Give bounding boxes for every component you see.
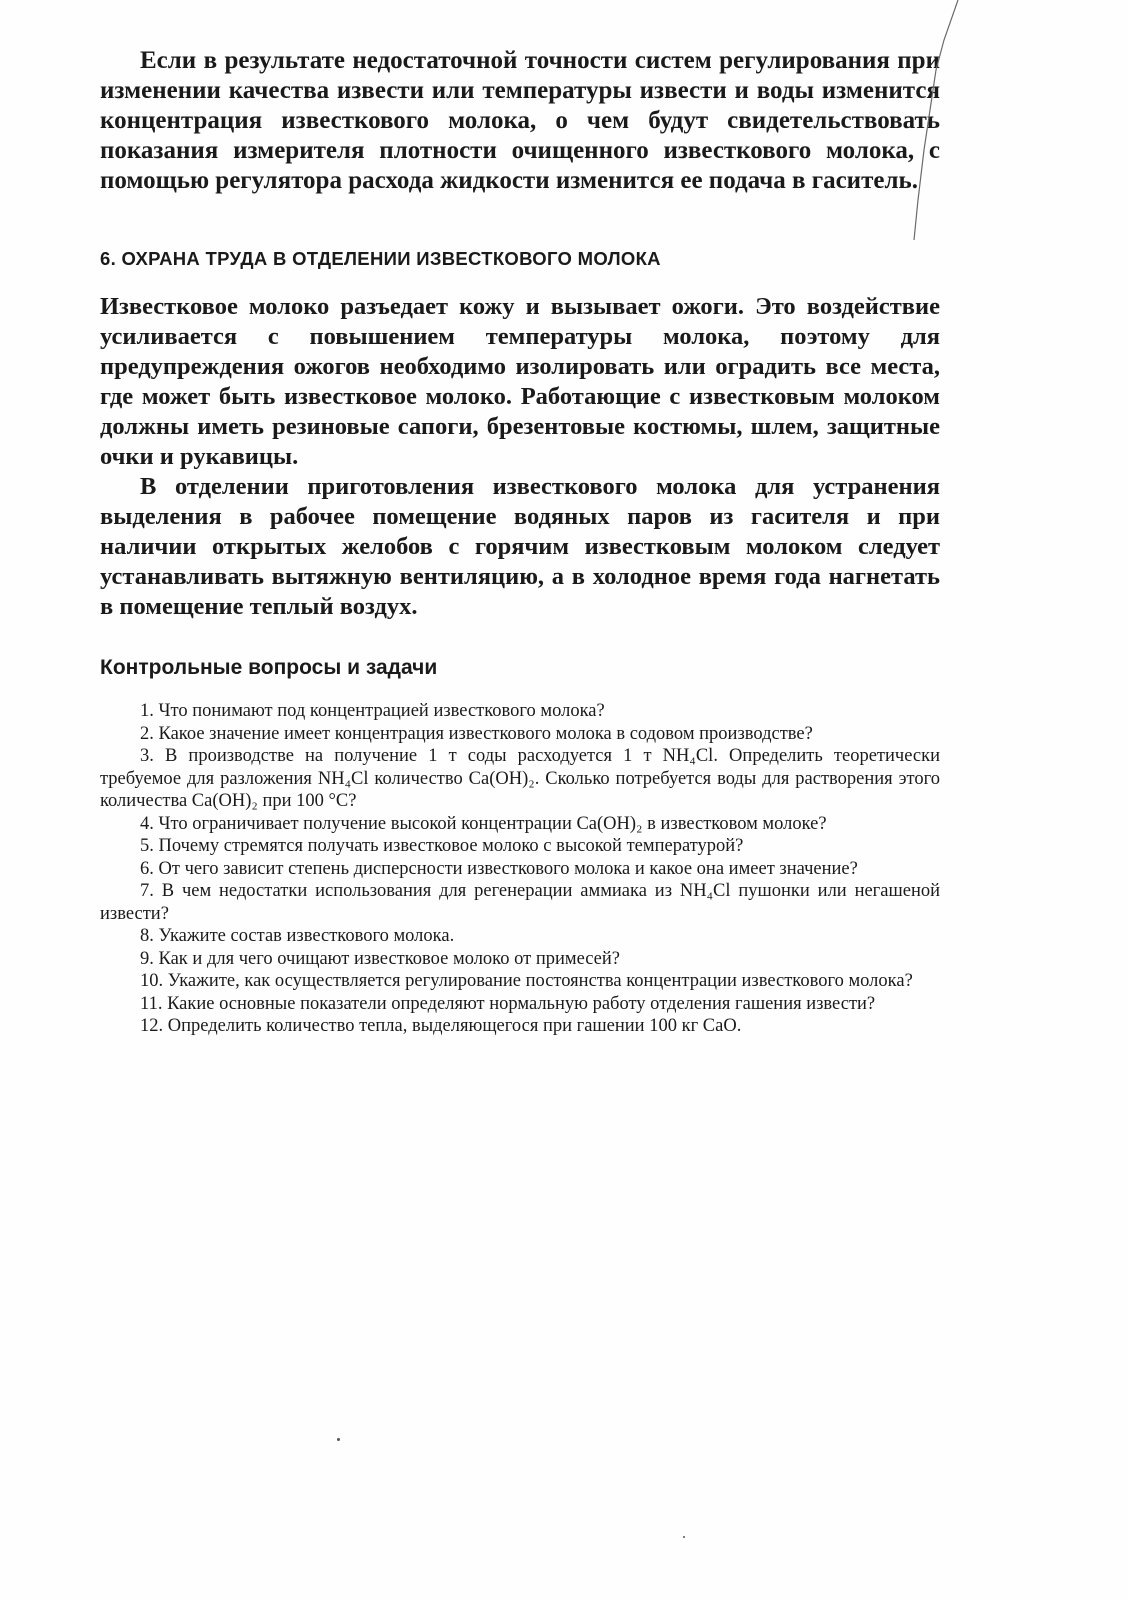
question-item: 11. Какие основные показатели определяют нормальную работу отделения гашения извести? (140, 993, 876, 1014)
questions-heading: Контрольные вопросы и задачи (100, 656, 438, 679)
question-item: 6. От чего зависит степень дисперсности известкового молока и какое она имеет значение? (140, 858, 858, 879)
question-item: 5. Почему стремятся получать известковое молоко с высокой температурой? (140, 836, 744, 856)
section-heading: 6. ОХРАНА ТРУДА В ОТДЕЛЕНИИ ИЗВЕСТКОВОГО МОЛОКА (100, 248, 661, 269)
intro-paragraph: Если в результате недостаточной точности систем регулирования при изменении качества извести или температуры извести и воды изменится концентрация известкового молока, о чем будут свидетельствовать показания измерителя плотности очищенного известкового молока, с помощью регулятора расхода жидкости изменится ее подача в гаситель. (100, 47, 940, 194)
scan-speck (337, 1438, 340, 1441)
question-item: 3. В производстве на получение 1 т соды расходуется 1 т NH₄Cl. Определить теоретически требуемое для разложения NH₄Cl количество Ca(OH)₂. Сколько потребуется воды для растворения этого количества Ca(OH)₂ при 100 °C? (100, 746, 940, 811)
question-item: 9. Как и для чего очищают известковое молоко от примесей? (140, 948, 621, 969)
questions-list (100, 700, 940, 1038)
page-content (100, 46, 940, 1038)
question-item: 7. В чем недостатки использования для регенерации аммиака из NH₄Cl пушонки или негашеной извести? (100, 881, 940, 924)
question-item: 12. Определить количество тепла, выделяющегося при гашении 100 кг CaO. (140, 1016, 742, 1036)
question-item: 8. Укажите состав известкового молока. (140, 926, 455, 946)
section-paragraph-2: В отделении приготовления известкового молока для устранения выделения в рабочее помещение водяных паров из гасителя и при наличии открытых желобов с горячим известковым молоком следует устанавливать вытяжную вентиляцию, а в холодное время года нагнетать в помещение теплый воздух. (100, 473, 940, 620)
question-item: 2. Какое значение имеет концентрация известкового молока в содовом производстве? (140, 723, 813, 744)
section-paragraph-1: Известковое молоко разъедает кожу и вызывает ожоги. Это воздействие усиливается с повышением температуры молока, поэтому для предупреждения ожогов необходимо изолировать или оградить все места, где может быть известковое молоко. Работающие с известковым молоком должны иметь резиновые сапоги, брезентовые костюмы, шлем, защитные очки и рукавицы. (100, 293, 940, 470)
question-item: 1. Что понимают под концентрацией известкового молока? (140, 701, 605, 721)
scan-speck (683, 1536, 685, 1538)
question-item: 4. Что ограничивает получение высокой концентрации Ca(OH)₂ в известковом молоке? (140, 813, 827, 834)
question-item: 10. Укажите, как осуществляется регулирование постоянства концентрации известкового молока? (140, 971, 913, 991)
